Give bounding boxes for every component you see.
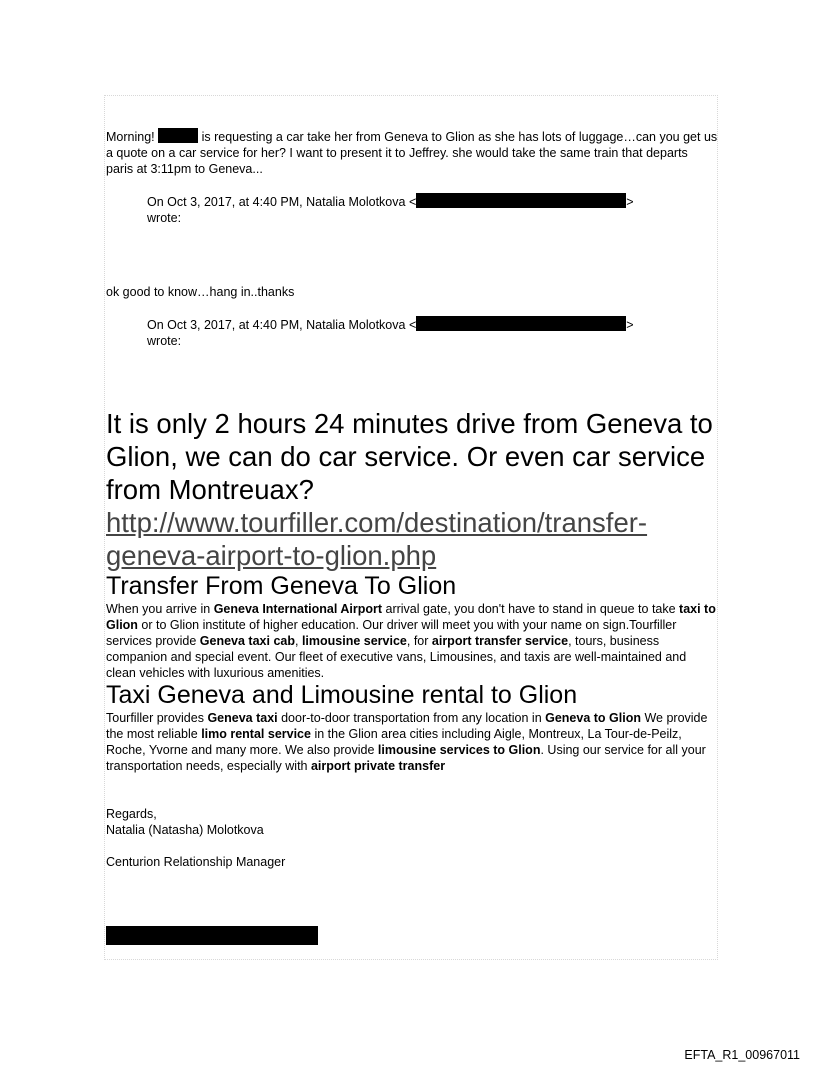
signature-regards: Regards, [106, 807, 157, 821]
signature-name: Natalia (Natasha) Molotkova [106, 823, 264, 837]
signature-title: Centurion Relationship Manager [106, 855, 286, 869]
bold-text: airport transfer service [431, 634, 569, 648]
text: Tourfiller provides [106, 711, 208, 725]
section-heading-transfer: Transfer From Geneva To Glion [106, 572, 457, 600]
quote-header-1 [147, 193, 718, 226]
message-text: Morning! [106, 130, 159, 144]
email-body [106, 128, 718, 870]
section-heading-taxi: Taxi Geneva and Limousine rental to Glion [106, 681, 578, 709]
bold-text: Geneva taxi [207, 711, 278, 725]
text: , for [406, 634, 432, 648]
text: door-to-door transportation from any location in [277, 711, 546, 725]
text: or to Glion institute of higher education. Our driver will meet you with your name on sign.Tourfiller services provide [106, 618, 677, 648]
message-ok: ok good to know…hang in..thanks [106, 285, 295, 299]
quote-header-2 [147, 316, 718, 349]
bold-text: taxi to Glion [106, 602, 716, 632]
redaction-block-signature [106, 926, 318, 945]
section-paragraph-transfer [106, 601, 718, 681]
quote-text: wrote: [147, 211, 182, 225]
bold-text: limousine service [301, 634, 407, 648]
redaction-block [416, 193, 626, 208]
bold-text: Geneva taxi cab [199, 634, 295, 648]
redaction-block [416, 316, 626, 331]
document-id: EFTA_R1_00967011 [684, 1048, 800, 1062]
text: When you arrive in [106, 602, 214, 616]
big-message: It is only 2 hours 24 minutes drive from Geneva to Glion, we can do car service. Or even car service from Montreuax? [106, 408, 713, 505]
section-paragraph-taxi [106, 710, 718, 774]
text: arrival gate, you don't have to stand in queue to take [382, 602, 680, 616]
quote-text: > [626, 318, 634, 332]
bold-text: airport private transfer [310, 759, 446, 773]
quote-text: On Oct 3, 2017, at 4:40 PM, Natalia Molotkova < [147, 318, 417, 332]
bold-text: Geneva International Airport [213, 602, 383, 616]
text: We provide the most reliable [106, 711, 708, 741]
quote-text: wrote: [147, 334, 182, 348]
tour-link[interactable]: http://www.tourfiller.com/destination/transfer-geneva-airport-to-glion.php [106, 507, 648, 571]
text: , [295, 634, 302, 648]
text: , tours, business companion and special event. Our fleet of executive vans, Limousines, and taxis are well-maintained and clean vehicles with luxurious amenities. [106, 634, 687, 680]
redaction-block [158, 128, 198, 143]
message-morning [106, 128, 718, 177]
bold-text: Geneva to Glion [545, 711, 641, 725]
text: in the Glion area cities including Aigle, Montreux, La Tour-de-Peilz, Roche, Yvorne and many more. We also provide [106, 727, 682, 757]
tour-link-paragraph [106, 506, 718, 572]
quote-text: On Oct 3, 2017, at 4:40 PM, Natalia Molotkova < [147, 195, 417, 209]
text: . Using our service for all your transportation needs, especially with [106, 743, 706, 773]
quote-text: > [626, 195, 634, 209]
bold-text: limousine services to Glion [377, 743, 541, 757]
message-text: is requesting a car take her from Geneva to Glion as she has lots of luggage…can you get us a quote on a car service for her? I want to present it to Jeffrey. she would take the same train that departs paris at 3:11pm to Geneva... [106, 130, 718, 176]
bold-text: limo rental service [201, 727, 311, 741]
